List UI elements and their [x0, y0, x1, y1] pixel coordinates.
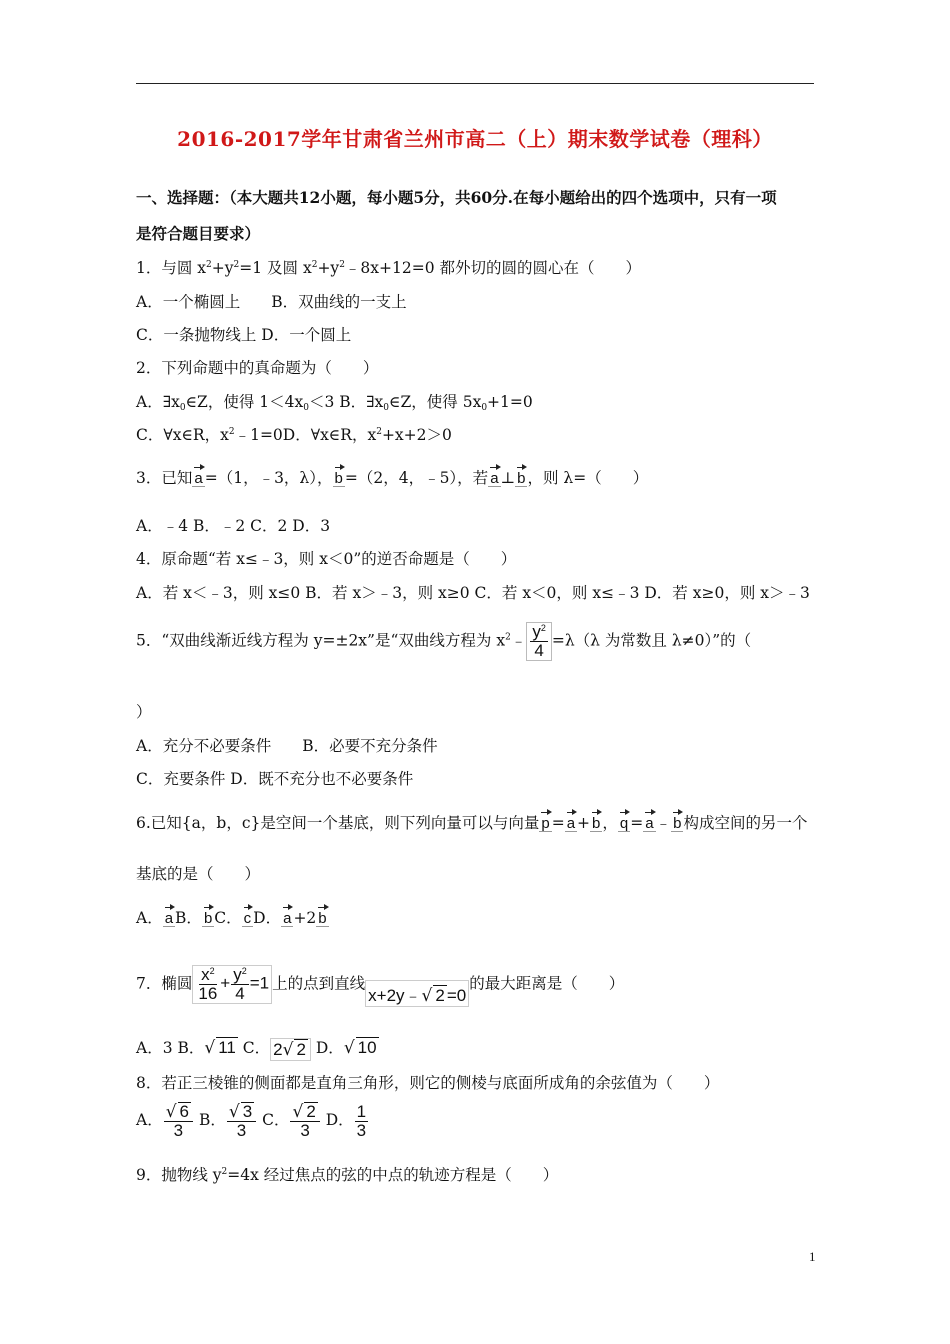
question-5-options-ab: A．充分不必要条件 B．必要不充分条件: [136, 737, 438, 755]
question-3-options: A．﹣4 B．﹣2 C．2 D．3: [136, 517, 331, 535]
question-8-stem: 8．若正三棱锥的侧面都是直角三角形，则它的侧棱与底面所成角的余弦值为（ ）: [136, 1074, 720, 1092]
question-1-stem: 1．与圆 $x^2+y^2=1$ 及圆 $x^2+y^2﹣8x+12=0$ 都外切的圆的圆心在（ ）: [136, 259, 642, 277]
vector-b: b: [333, 465, 345, 487]
vector-a: a: [163, 905, 175, 927]
line-equation: x+2y﹣√ 2 =0: [365, 980, 469, 1007]
vector-a: a: [488, 465, 500, 487]
question-9-stem: 9．抛物线 $y^2=4x$ 经过焦点的弦的中点的轨迹方程是（ ）: [136, 1166, 559, 1184]
vector-a: a: [192, 465, 204, 487]
question-5-stem: 5．“双曲线渐近线方程为 y=±2x”是“双曲线方程为 $x^2﹣$ $\frac{y^2}{4}$ =λ（λ 为常数且 λ≠0）”的（: [136, 622, 752, 660]
section-heading-cont: 是符合题目要求）: [136, 224, 261, 243]
fraction-y2-over-4: $\frac{y^2}{4}$: [233, 965, 247, 1003]
fraction-y2-over-4: $\frac{y^2}{4}$: [532, 622, 546, 660]
exam-title: 2016-2017学年甘肃省兰州市高二（上）期末数学试卷（理科）: [177, 127, 773, 151]
vector-b: b: [316, 905, 328, 927]
question-2-options-ab: A．$\exists x_0\in Z$，使得 $1<4x_0<3$ B．$\exists x_0\in Z$，使得 $5x_0+1=0$: [136, 393, 533, 413]
question-4-options: A．若 x＜﹣3，则 x≤0 B．若 x＞﹣3，则 x≥0 C．若 x＜0，则 x≤﹣3 D．若 x≥0，则 x＞﹣3: [136, 584, 810, 602]
fraction-x2-over-16: $\frac{x^2}{16}$: [198, 965, 218, 1003]
section-heading: 一、选择题：（本大题共12小题，每小题5分，共60分.在每小题给出的四个选项中，只有一项: [136, 188, 777, 207]
fraction-sqrt6-over-3: $\frac{√ 6}{3}$: [164, 1102, 193, 1140]
question-6-options: A． a B． b C． c D． a +2 b: [136, 905, 329, 928]
header-rule: [136, 83, 814, 84]
question-6-stem: 6.已知{a，b，c}是空间一个基底，则下列向量可以与向量 p = a + b ， q = a ﹣ b 构成空间的另一个: [136, 810, 807, 833]
question-8-options: A． $\frac{√ 6}{3}$ B． $\frac{√ 3}{3}$ C． $\frac{√ 2}{3}$ D． $\frac{1}{3}$: [136, 1101, 367, 1140]
fraction-sqrt2-over-3: $\frac{√ 2}{3}$: [290, 1102, 319, 1140]
vector-b: b: [515, 465, 527, 487]
vector-p: p: [539, 810, 551, 832]
question-5-options-cd: C．充要条件 D．既不充分也不必要条件: [136, 770, 414, 788]
question-7-stem: 7．椭圆 $\frac{x^2}{16}$ + $\frac{y^2}{4}$ =1 上的点到直线x+2y﹣√ 2 =0的最大距离是（ ）: [136, 965, 625, 1006]
question-2-stem: 2．下列命题中的真命题为（ ）: [136, 359, 379, 377]
vector-b: b: [590, 810, 602, 832]
question-3-stem: 3．已知 a =（1，﹣3，λ）， b =（2，4，﹣5），若 a ⊥ b ，则 λ=（ ）: [136, 465, 648, 488]
question-1-options-cd: C．一条抛物线上 D．一个圆上: [136, 326, 352, 344]
question-7-options: A．3 B．√ 11 C． 2√ 2 D．√ 10: [136, 1038, 377, 1060]
question-2-options-cd: C．∀x∈R，$x^2﹣1=0D$．∀x∈R，$x^2+x+2>0$: [136, 426, 452, 444]
vector-a: a: [281, 905, 293, 927]
question-1-options-ab: A．一个椭圆上 B．双曲线的一支上: [136, 293, 407, 311]
vector-a: a: [565, 810, 577, 832]
fraction-1-over-3: $\frac{1}{3}$: [356, 1101, 367, 1140]
vector-q: q: [618, 810, 630, 832]
page-number: 1: [809, 1249, 816, 1264]
question-4-stem: 4．原命题“若 x≤﹣3，则 x＜0”的逆否命题是（ ）: [136, 550, 517, 568]
vector-b: b: [202, 905, 214, 927]
fraction-sqrt3-over-3: $\frac{√ 3}{3}$: [227, 1102, 256, 1140]
question-6-stem-cont: 基底的是（ ）: [136, 865, 261, 883]
vector-c: c: [242, 905, 254, 927]
vector-b: b: [671, 810, 683, 832]
question-5-stem-cont: ）: [136, 703, 152, 721]
vector-a: a: [643, 810, 655, 832]
